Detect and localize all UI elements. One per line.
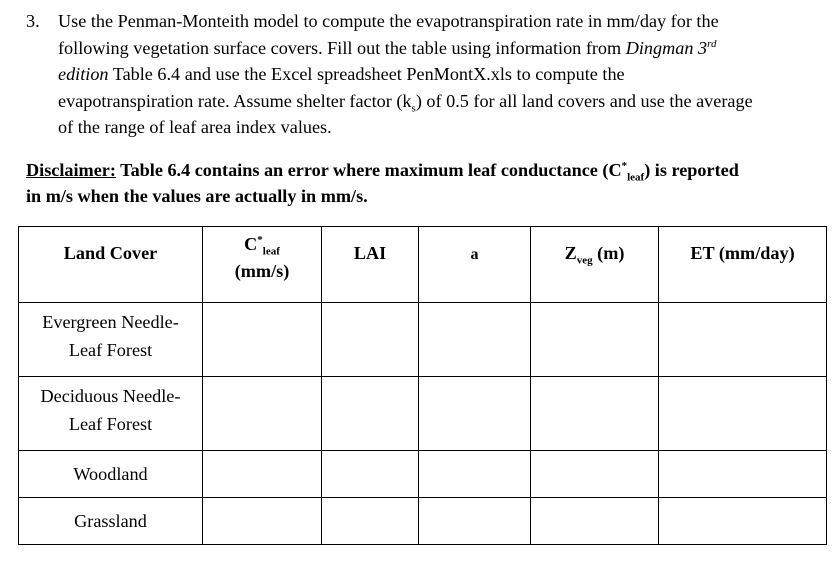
table-row [19, 377, 827, 451]
question-line-4b: ) of 0.5 for all land covers and use the average [415, 90, 753, 111]
et-cell[interactable] [659, 451, 827, 498]
disclaimer-sub: leaf [627, 171, 645, 184]
question-dingman-ref [626, 38, 717, 58]
a-cell[interactable] [419, 498, 531, 545]
table-row [19, 303, 827, 377]
header-zveg-sub: veg [576, 254, 593, 267]
land-cover-table [18, 226, 827, 545]
question-line-4a: evapotranspiration rate. Assume shelter factor (k [58, 90, 412, 111]
cleaf-cell[interactable] [203, 303, 322, 377]
cleaf-cell[interactable] [203, 498, 322, 545]
question-line-5: of the range of leaf area index values. [58, 117, 332, 137]
question-text [58, 8, 826, 141]
header-zveg-unit: (m) [592, 243, 625, 263]
question-ks-sub: s [411, 102, 416, 115]
header-cleaf-sup: * [257, 233, 263, 246]
land-cover-cell: Woodland [19, 451, 203, 498]
lai-cell[interactable] [322, 303, 419, 377]
lai-cell[interactable] [322, 498, 419, 545]
cleaf-cell[interactable] [203, 451, 322, 498]
a-cell[interactable] [419, 377, 531, 451]
et-cell[interactable] [659, 303, 827, 377]
land-cover-cell: Grassland [19, 498, 203, 545]
header-cleaf-unit: (mm/s) [234, 261, 290, 281]
et-cell[interactable] [659, 498, 827, 545]
question-line-2a: following vegetation surface covers. Fill out the table using information from [58, 37, 626, 58]
land-cover-line-1: Deciduous Needle- [40, 386, 181, 406]
a-cell[interactable] [419, 303, 531, 377]
zveg-cell[interactable] [531, 377, 659, 451]
zveg-cell[interactable] [531, 498, 659, 545]
a-cell[interactable] [419, 451, 531, 498]
question-dingman-sup: rd [707, 37, 717, 50]
header-cleaf-sub: leaf [262, 245, 280, 258]
question-line-1: Use the Penman-Monteith model to compute the evapotranspiration rate in mm/day for the [58, 11, 719, 31]
land-cover-line-2: Leaf Forest [68, 414, 153, 434]
zveg-cell[interactable] [531, 303, 659, 377]
question-block [26, 8, 826, 141]
header-a: a [419, 227, 531, 303]
header-land-cover: Land Cover [19, 227, 203, 303]
table-row [19, 451, 827, 498]
lai-cell[interactable] [322, 451, 419, 498]
disclaimer-text-1: Table 6.4 contains an error where maximum leaf conductance (C [115, 160, 622, 180]
header-zveg-symbol: Z [564, 243, 577, 263]
land-cover-cell [19, 303, 203, 377]
question-dingman-text: Dingman 3 [625, 37, 708, 58]
disclaimer-block [26, 157, 826, 209]
disclaimer-text-2: ) is reported [644, 160, 739, 180]
table-row [19, 498, 827, 545]
header-cleaf-symbol: C [244, 234, 258, 254]
disclaimer-line-2: in m/s when the values are actually in mm/s. [26, 186, 368, 206]
land-cover-cell [19, 377, 203, 451]
question-edition: edition [58, 64, 109, 84]
table-header-row [19, 227, 827, 303]
header-lai: LAI [322, 227, 419, 303]
lai-cell[interactable] [322, 377, 419, 451]
header-zveg [531, 227, 659, 303]
question-line-3b: Table 6.4 and use the Excel spreadsheet PenMontX.xls to compute the [108, 64, 625, 84]
disclaimer-sup: * [621, 159, 628, 172]
land-cover-line-2: Leaf Forest [68, 340, 153, 360]
et-cell[interactable] [659, 377, 827, 451]
question-number: 3. [26, 11, 40, 31]
disclaimer-label: Disclaimer: [26, 160, 116, 180]
header-cleaf [203, 227, 322, 303]
cleaf-cell[interactable] [203, 377, 322, 451]
land-cover-line-1: Evergreen Needle- [42, 312, 179, 332]
zveg-cell[interactable] [531, 451, 659, 498]
header-et: ET (mm/day) [659, 227, 827, 303]
